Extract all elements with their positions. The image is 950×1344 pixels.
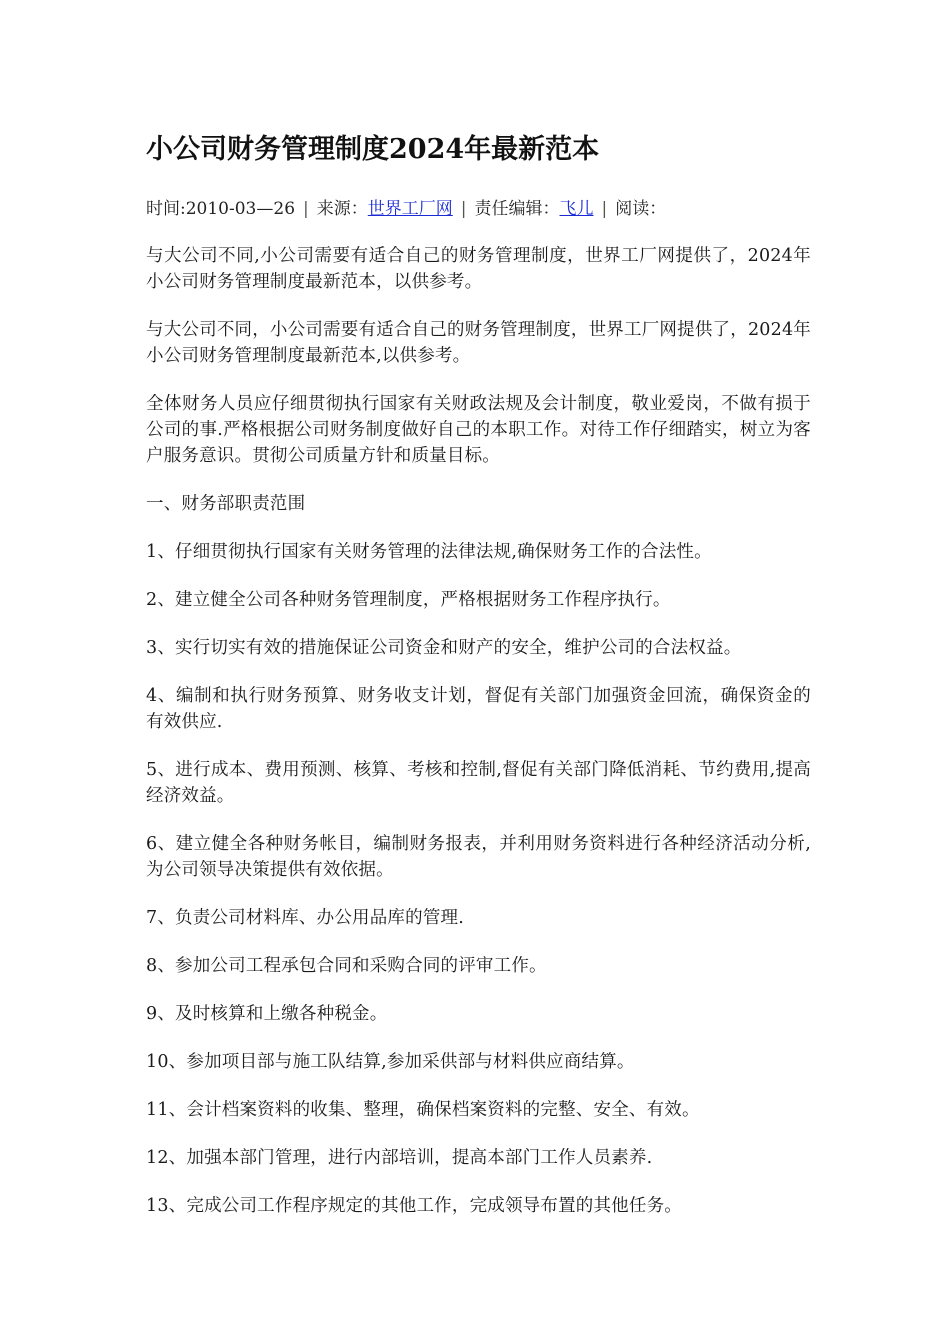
article-meta xyxy=(146,196,666,222)
list-item: 11、会计档案资料的收集、整理，确保档案资料的完整、安全、有效。 xyxy=(146,1100,700,1120)
list-item: 12、加强本部门管理，进行内部培训，提高本部门工作人员素养. xyxy=(146,1148,653,1168)
editor-link[interactable]: 飞儿 xyxy=(559,199,594,219)
list-item: 4、编制和执行财务预算、财务收支计划，督促有关部门加强资金回流，确保资金的有效供应. xyxy=(146,686,811,732)
intro-paragraph: 与大公司不同，小公司需要有适合自己的财务管理制度，世界工厂网提供了，2024年小公司财务管理制度最新范本,以供参考。 xyxy=(146,320,811,366)
list-item: 3、实行切实有效的措施保证公司资金和财产的安全，维护公司的合法权益。 xyxy=(146,638,742,658)
section-heading: 一、财务部职责范围 xyxy=(146,494,306,514)
time-value: 2010-03—26 xyxy=(185,199,296,219)
list-item: 5、进行成本、费用预测、核算、考核和控制,督促有关部门降低消耗、节约费用,提高经济效益。 xyxy=(146,760,811,806)
meta-divider: | xyxy=(303,199,309,219)
meta-divider: | xyxy=(460,199,467,219)
source-label: 来源： xyxy=(316,199,368,219)
list-item: 13、完成公司工作程序规定的其他工作，完成领导布置的其他任务。 xyxy=(146,1196,682,1216)
page-title: 小公司财务管理制度2024年最新范本 xyxy=(146,134,600,165)
reads-label: 阅读： xyxy=(615,199,667,219)
intro-paragraph: 与大公司不同,小公司需要有适合自己的财务管理制度，世界工厂网提供了，2024年小公司财务管理制度最新范本，以供参考。 xyxy=(146,246,811,292)
source-link[interactable]: 世界工厂网 xyxy=(367,199,453,219)
list-item: 1、仔细贯彻执行国家有关财务管理的法律法规,确保财务工作的合法性。 xyxy=(146,542,712,562)
article-body xyxy=(146,243,811,1241)
list-item: 10、参加项目部与施工队结算,参加采供部与材料供应商结算。 xyxy=(146,1052,635,1072)
list-item: 6、建立健全各种财务帐目，编制财务报表，并利用财务资料进行各种经济活动分析,为公司领导决策提供有效依据。 xyxy=(146,834,811,880)
list-item: 9、及时核算和上缴各种税金。 xyxy=(146,1004,388,1024)
policy-paragraph: 全体财务人员应仔细贯彻执行国家有关财政法规及会计制度，敬业爱岗，不做有损于公司的事.严格根据公司财务制度做好自己的本职工作。对待工作仔细踏实，树立为客户服务意识。贯彻公司质量方针和质量目标。 xyxy=(146,394,811,466)
list-item: 2、建立健全公司各种财务管理制度，严格根据财务工作程序执行。 xyxy=(146,590,671,610)
meta-divider: | xyxy=(601,199,608,219)
list-item: 8、参加公司工程承包合同和采购合同的评审工作。 xyxy=(146,956,547,976)
list-item: 7、负责公司材料库、办公用品库的管理. xyxy=(146,908,464,928)
editor-label: 责任编辑： xyxy=(474,199,560,219)
time-label: 时间: xyxy=(146,199,186,219)
